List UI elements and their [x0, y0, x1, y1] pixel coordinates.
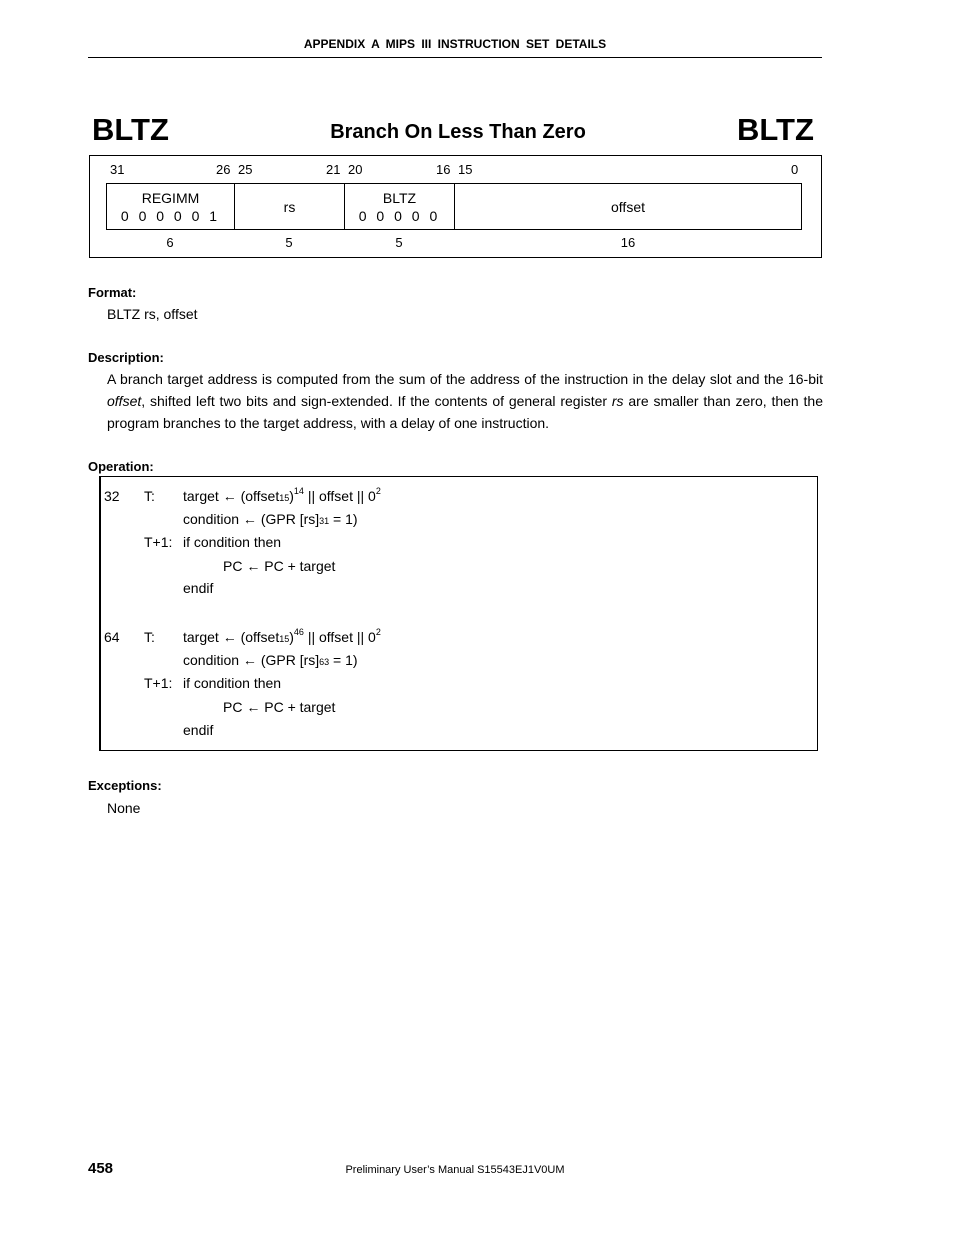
bit-label: 25 — [238, 162, 253, 177]
op-text: ) — [289, 629, 294, 645]
footer-manual: Preliminary User’s Manual S15543EJ1V0UM — [345, 1164, 565, 1176]
bit-label: 26 — [216, 162, 231, 177]
op-condition-line — [183, 511, 358, 527]
op-superscript: 2 — [375, 627, 381, 637]
description-italic: offset — [107, 393, 142, 409]
description-heading: Description: — [88, 350, 164, 365]
description-run: , shifted left two bits and sign-extended. If the contents of general register — [141, 393, 612, 409]
bit-label: 31 — [110, 162, 125, 177]
description-run: A branch target address is computed from the sum of the address of the instruction in the delay slot and the 16-bit — [107, 371, 823, 387]
op-text: || offset || 0 — [303, 488, 376, 504]
field-name: BLTZ — [382, 189, 417, 206]
bit-label: 15 — [458, 162, 473, 177]
op-mode: 64 — [104, 629, 120, 645]
op-if-line: if condition then — [183, 675, 282, 691]
description-italic: rs — [611, 393, 624, 409]
description-run: are smaller than zero, then the program branches to the target address, with a delay of one instruction. — [107, 393, 823, 431]
op-superscript: 14 — [293, 486, 304, 496]
field-rs — [235, 184, 345, 229]
op-text: target ← (offset — [183, 488, 280, 504]
format-heading: Format: — [88, 285, 137, 300]
bit-label: 16 — [436, 162, 451, 177]
field-width: 16 — [620, 235, 636, 250]
mnemonic-right: BLTZ — [737, 112, 814, 147]
op-text: condition ← (GPR [rs] — [183, 511, 320, 527]
op-endif: endif — [183, 722, 214, 738]
op-timing: T: — [144, 488, 155, 504]
field-name: rs — [283, 198, 296, 215]
field-bltz — [345, 184, 455, 229]
instruction-title: Branch On Less Than Zero — [330, 121, 586, 143]
op-if-line: if condition then — [183, 534, 282, 550]
encoding-fields — [106, 183, 802, 230]
op-text: condition ← (GPR [rs] — [183, 652, 320, 668]
op-pc-line: PC ← PC + target — [223, 558, 336, 574]
op-mode: 32 — [104, 488, 120, 504]
header-rule — [88, 57, 822, 58]
op-text: = 1) — [329, 511, 358, 527]
op-subscript: 31 — [319, 516, 330, 526]
op-subscript: 63 — [319, 657, 330, 667]
op-text: target ← (offset — [183, 629, 280, 645]
field-name: REGIMM — [141, 189, 200, 206]
exceptions-heading: Exceptions: — [88, 778, 162, 793]
field-width: 5 — [285, 235, 293, 250]
op-condition-line — [183, 652, 358, 668]
field-bits: 0 0 0 0 0 1 — [120, 207, 221, 224]
op-subscript: 15 — [279, 493, 290, 503]
page-number: 458 — [88, 1160, 114, 1177]
exceptions-text: None — [107, 800, 141, 816]
running-header: APPENDIX A MIPS III INSTRUCTION SET DETAILS — [303, 37, 607, 51]
mnemonic-left: BLTZ — [92, 112, 169, 147]
field-width: 5 — [395, 235, 403, 250]
op-timing: T+1: — [144, 675, 173, 691]
description-text — [107, 368, 823, 434]
op-text: = 1) — [329, 652, 358, 668]
op-timing: T+1: — [144, 534, 173, 550]
bit-label: 20 — [348, 162, 363, 177]
bit-label: 21 — [326, 162, 341, 177]
op-endif: endif — [183, 580, 214, 596]
field-bits: 0 0 0 0 0 — [358, 207, 441, 224]
op-text: || offset || 0 — [303, 629, 376, 645]
bit-label: 0 — [791, 162, 799, 177]
op-superscript: 2 — [375, 486, 381, 496]
op-pc-line: PC ← PC + target — [223, 699, 336, 715]
field-offset — [455, 184, 801, 229]
op-timing: T: — [144, 629, 155, 645]
op-target-line — [183, 629, 381, 645]
operation-heading: Operation: — [88, 459, 154, 474]
field-name: offset — [611, 198, 645, 215]
op-subscript: 15 — [279, 634, 290, 644]
format-text: BLTZ rs, offset — [107, 306, 198, 322]
field-regimm — [107, 184, 235, 229]
op-superscript: 46 — [293, 627, 304, 637]
op-target-line — [183, 488, 381, 504]
field-width: 6 — [166, 235, 174, 250]
op-text: ) — [289, 488, 294, 504]
